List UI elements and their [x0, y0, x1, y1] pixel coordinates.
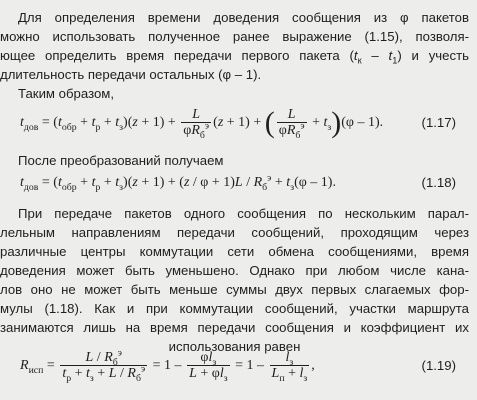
paragraph-intro	[0, 8, 477, 84]
equation-number: (1.18)	[421, 175, 456, 190]
equation-1-18: $t_{дов} = (t_{обр} + t_р + t_з)(z + 1) + (z / \varphi + 1)L / R_б^э + t_з(\varphi - 1)$. (1.18)	[20, 170, 470, 196]
equation-1-19: $R_{исп}$ = $\frac{L / R_б^э}{t_р + t_з + L / R_б^э}$ = 1 – $\frac{\varphi l_з}{L + \varphi l_з}$ = 1 – $\frac{l_з}{L_п + l_з}$ , (1.19)	[20, 344, 470, 388]
equation-1-17: $t_{дов} = (t_{обр} + t_р + t_з)(z + 1)$ + $\frac{L}{\varphi R_б^э}$ (z + 1) + ( $\frac{L}{\varphi R_б^э}$ + $t_з)(\varphi - 1)$. (1.17)	[20, 101, 470, 145]
equation-number: (1.17)	[421, 115, 456, 130]
text-after-transform: После преобразований получаем	[18, 153, 224, 168]
text-line: При передаче пакетов одного сообщения по нескольким парал-	[18, 206, 469, 221]
text-line: лов оно не может быть меньше суммы двух первых слагаемых фор-	[0, 282, 469, 297]
text-line: ющее определить время передачи первого пакета $(t_к - t_1)$ и учесть	[0, 48, 470, 66]
paragraph-parallel	[0, 204, 477, 356]
text-line: можно использовать полученное ранее выражение (1.15), позволя-	[0, 29, 469, 44]
text-line: доведения может быть уменьшено. Однако при любом числе кана-	[0, 263, 469, 278]
equation-number: (1.19)	[421, 358, 456, 373]
text-line: различные центры коммутации сети обмена сообщениями, время	[0, 244, 469, 259]
text-line: использования равен	[168, 339, 301, 354]
text-line: длительность передачи остальных (φ – 1).	[0, 67, 262, 82]
text-line: лельным направлениям передачи сообщений, проходящим через	[0, 225, 469, 240]
text-line: занимаются лишь на время передачи сообщения и коэффициент их	[0, 320, 469, 335]
text-thus: Таким образом,	[18, 86, 115, 101]
text-line: Для определения времени доведения сообщения из φ пакетов	[18, 10, 469, 25]
text-line: мулы (1.18). Как и при коммутации сообщений, участки маршрута	[0, 301, 469, 316]
